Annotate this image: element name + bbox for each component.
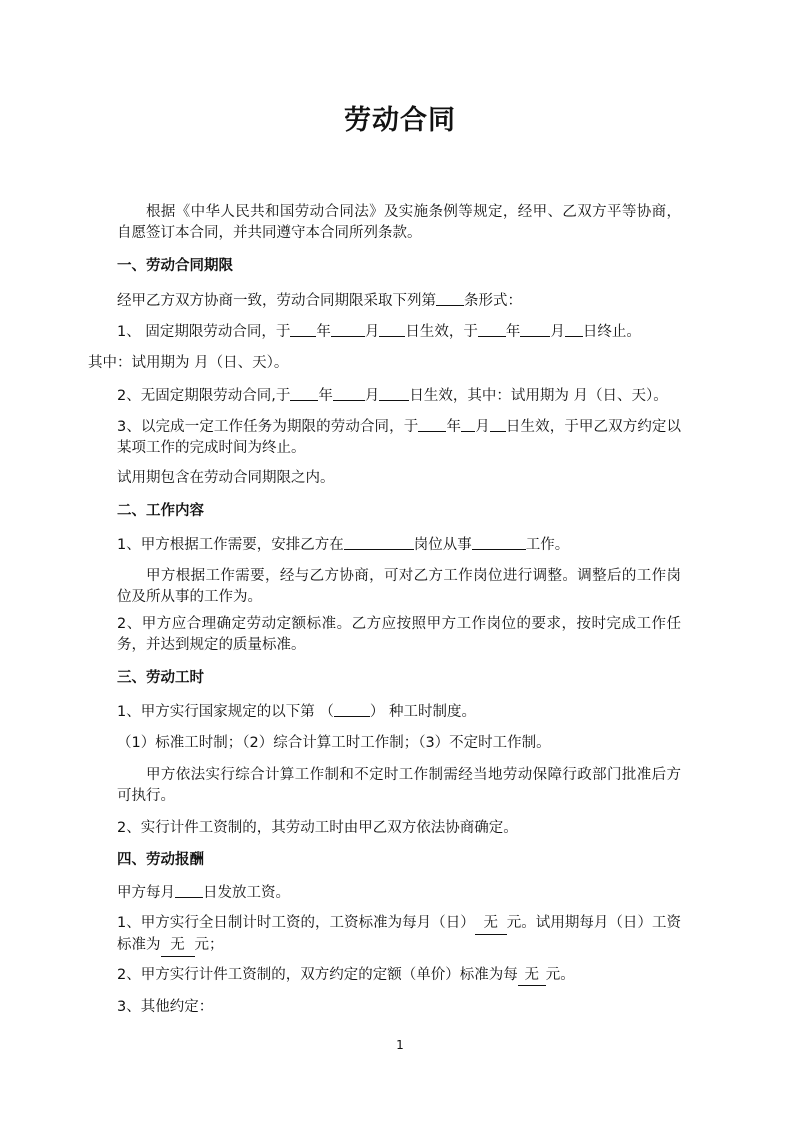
- piece-wage-line: 2、甲方实行计件工资制的，双方约定的定额（单价）标准为每 无 元。: [117, 965, 681, 986]
- fixed-term-line: 1、 固定期限劳动合同，于 年 月 日生效，于 年 月 日终止。: [117, 321, 681, 342]
- hours-options-line: （1）标准工时制；（2）综合计算工时工作制；（3）不定时工作制。: [117, 735, 551, 751]
- term-type-line: 经甲乙方双方协商一致，劳动合同期限采取下列第 条形式：: [117, 290, 681, 311]
- hours-system-line: 1、甲方实行国家规定的以下第 （ ） 种工时制度。: [117, 701, 681, 722]
- section-heading-work: 二、工作内容: [117, 503, 204, 519]
- hours-approval-paragraph: 甲方依法实行综合计算工作制和不定时工作制需经当地劳动保障行政部门批准后方可执行。: [117, 767, 681, 804]
- page-number: 1: [396, 1038, 404, 1052]
- trial-period-line: 其中：试用期为 月（日、天）。: [88, 355, 289, 371]
- work-position-line: 1、甲方根据工作需要，安排乙方在 岗位从事 工作。: [117, 534, 681, 555]
- time-wage-paragraph: 1、甲方实行全日制计时工资的，工资标准为每月（日） 无 元。试用期每月（日）工资标准为 无 元；: [117, 913, 681, 957]
- work-adjust-paragraph: 甲方根据工作需要，经与乙方协商，可对乙方工作岗位进行调整。调整后的工作岗位及所从事的工作为。: [117, 568, 681, 605]
- piecework-hours-line: 2、实行计件工资制的，其劳动工时由甲乙双方依法协商确定。: [117, 820, 518, 836]
- section-heading-pay: 四、劳动报酬: [117, 852, 204, 868]
- work-quota-paragraph: 2、甲方应合理确定劳动定额标准。乙方应按照甲方工作岗位的要求，按时完成工作任务，并达到规定的质量标准。: [117, 616, 681, 653]
- trial-note: 试用期包含在劳动合同期限之内。: [117, 470, 335, 486]
- other-terms-line: 3、其他约定：: [117, 999, 214, 1015]
- document-title: 劳动合同: [344, 105, 456, 136]
- payday-line: 甲方每月 日发放工资。: [117, 882, 681, 903]
- section-heading-term: 一、劳动合同期限: [117, 258, 233, 274]
- section-heading-hours: 三、劳动工时: [117, 670, 204, 686]
- open-term-line: 2、无固定期限劳动合同,于 年 月 日生效，其中：试用期为 月（日、天）。: [117, 385, 681, 406]
- task-term-paragraph: 3、以完成一定工作任务为期限的劳动合同，于 年 月 日生效，于甲乙双方约定以某项工作的完成时间为终止。: [117, 416, 681, 459]
- intro-paragraph: 根据《中华人民共和国劳动合同法》及实施条例等规定，经甲、乙双方平等协商，自愿签订本合同，并共同遵守本合同所列条款。: [117, 204, 681, 241]
